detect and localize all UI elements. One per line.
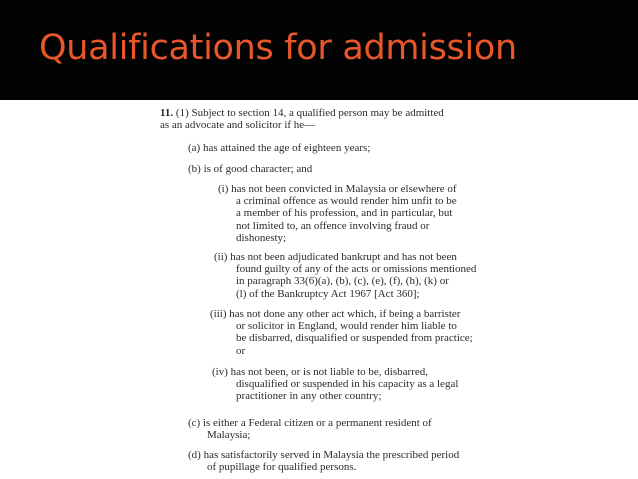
clause-c: (c) is either a Federal citizen or a permanent resident of Malaysia; <box>188 417 432 442</box>
sub-clause-iii: (iii) has not done any other act which, if being a barrister or solicitor in England, would render him liable to be disbarred, disqualified or suspended from practice; or <box>210 308 473 357</box>
section-intro-line-1: (1) Subject to section 14, a qualified person may be admitted <box>175 107 444 119</box>
sub-clause-i: (i) has not been convicted in Malaysia or elsewhere of a criminal offence as would render him unfit to be a member of his profession, and in particular, but not limited to, an offence involving fraud or dishonesty; <box>218 183 457 244</box>
section-intro-line-2: as an advocate and solicitor if he— <box>160 119 316 132</box>
section-number: 11. <box>160 107 174 119</box>
section-intro <box>160 107 485 131</box>
sub-clause-iv: (iv) has not been, or is not liable to be, disbarred, disqualified or suspended in his capacity as a legal practitioner in any other country; <box>212 366 459 403</box>
clause-b: (b) is of good character; and <box>188 163 313 175</box>
clause-d: (d) has satisfactorily served in Malaysia the prescribed period of pupillage for qualified persons. <box>188 449 460 474</box>
title-bar <box>0 0 638 100</box>
scanned-section <box>150 104 495 476</box>
clause-a: (a) has attained the age of eighteen years; <box>188 142 371 154</box>
slide-title: Qualifications for admission <box>39 28 517 68</box>
sub-clause-ii: (ii) has not been adjudicated bankrupt and has not been found guilty of any of the acts or omissions mentioned in paragraph 33(6)(a), (b), (c), (e), (f), (h), (k) or (l) of the Bankruptcy Act 1967 [Act 360]; <box>214 251 477 300</box>
